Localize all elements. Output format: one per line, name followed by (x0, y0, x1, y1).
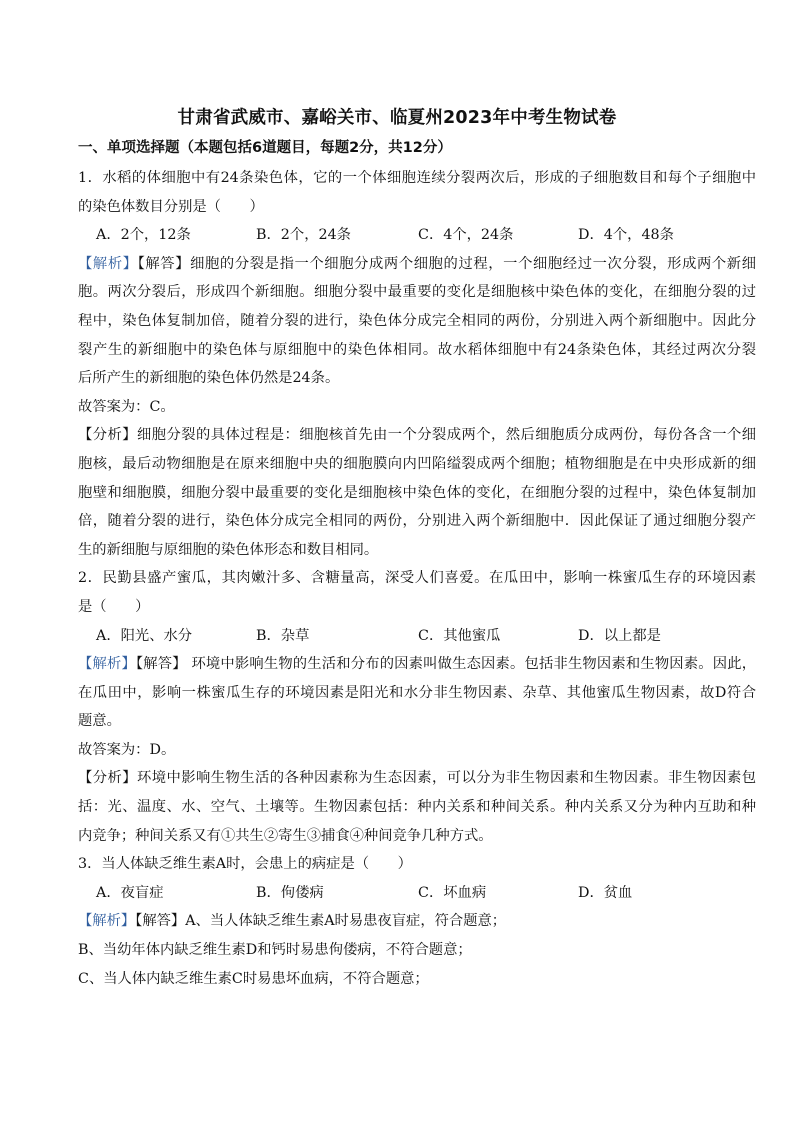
q2-options (78, 622, 756, 651)
q3-option-b: B．佝偻病 (256, 884, 324, 901)
q2-solution-line-1: 【解析】【解答】 环境中影响生物的生活和分布的因素叫做生态因素。包括非生物因素和生物因素。因此， (78, 656, 757, 673)
q1-solution-line-1: 【解析】【解答】细胞的分裂是指一个细胞分成两个细胞的过程，一个细胞经过一次分裂，形成两个新细 (78, 255, 756, 272)
q3-option-a: A．夜盲症 (96, 884, 164, 901)
q2-analysis-line-3: 内竞争；种间关系又有①共生②寄生③捕食④种间竞争几种方式。 (78, 827, 493, 844)
q3-stem-line-1: 3．当人体缺乏维生素A时，会患上的病症是（ ） (78, 856, 412, 873)
q2-answer: 故答案为：D。 (78, 741, 176, 758)
q3-solution-line-3: C、当人体内缺乏维生素C时易患坏血病，不符合题意； (78, 970, 429, 987)
q2-solution-line-3: 题意。 (78, 713, 121, 730)
q1-analysis-line-3: 胞壁和细胞膜，细胞分裂中最重要的变化是细胞核中染色体的变化，在细胞分裂的过程中，染色体复制加 (78, 484, 756, 501)
page-title: 甘肃省武威市、嘉峪关市、临夏州2023年中考生物试卷 (177, 108, 617, 128)
q2-analysis-line-2: 括：光、温度、水、空气、土壤等。生物因素包括：种内关系和种间关系。种内关系又分为种内互助和种 (78, 799, 756, 816)
q3-solution-line-2: B、当幼年体内缺乏维生素D和钙时易患佝偻病，不符合题意； (78, 942, 472, 959)
q2-option-b: B．杂草 (256, 627, 310, 644)
q1-analysis-line-5: 生的新细胞与原细胞的染色体形态和数目相同。 (78, 541, 379, 558)
q1-solution-line-2: 胞。两次分裂后，形成四个新细胞。细胞分裂中最重要的变化是细胞核中染色体的变化，在细胞分裂的过 (78, 284, 756, 301)
q2-analysis-tag: 【解析】 (78, 656, 136, 673)
q1-stem-line-1: 1．水稻的体细胞中有24条染色体，它的一个体细胞连续分裂两次后，形成的子细胞数目和每个子细胞中 (78, 170, 756, 186)
q1-options (78, 221, 756, 250)
q1-answer: 故答案为：C。 (78, 398, 175, 415)
q3-options (78, 879, 756, 908)
q2-option-a: A．阳光、水分 (96, 627, 193, 644)
q2-option-d: D．以上都是 (578, 627, 661, 644)
q1-analysis-line-4: 倍，随着分裂的进行，染色体分成完全相同的两份，分别进入两个新细胞中．因此保证了通过细胞分裂产 (78, 513, 756, 530)
q3-solution-line-1: 【解析】【解答】A、当人体缺乏维生素A时易患夜盲症，符合题意； (78, 913, 507, 930)
q1-analysis-line-2: 胞核，最后动物细胞是在原来细胞中央的细胞膜向内凹陷缢裂成两个细胞；植物细胞是在中央形成新的细 (78, 455, 756, 472)
q3-option-d: D．贫血 (578, 884, 633, 901)
q2-stem-line-2: 是（ ） (78, 598, 150, 615)
q2-solution-line-2: 在瓜田中，影响一株蜜瓜生存的环境因素是阳光和水分非生物因素、杂草、其他蜜瓜生物因素，故D符合 (78, 684, 756, 701)
q1-solution-line-5: 后所产生的新细胞的染色体仍然是24条。 (78, 370, 340, 387)
q2-stem-line-1: 2．民勤县盛产蜜瓜，其肉嫩汁多、含糖量高，深受人们喜爱。在瓜田中，影响一株蜜瓜生存的环境因素 (78, 570, 756, 587)
q1-solution-line-3: 程中，染色体复制加倍，随着分裂的进行，染色体分成完全相同的两份，分别进入两个新细胞中。因此分 (78, 312, 756, 329)
q1-option-c: C．4个，24条 (418, 227, 514, 244)
q1-analysis-line-1: 【分析】细胞分裂的具体过程是：细胞核首先由一个分裂成两个，然后细胞质分成两份，每份各含一个细 (78, 427, 756, 444)
q1-option-a: A．2个，12条 (96, 227, 191, 244)
q3-analysis-tag: 【解析】 (78, 913, 136, 930)
q1-analysis-tag: 【解析】 (78, 255, 138, 272)
q1-option-b: B．2个，24条 (256, 227, 351, 244)
questions-content (78, 164, 756, 993)
q2-option-c: C．其他蜜瓜 (418, 627, 501, 644)
section-heading: 一、单项选择题（本题包括6道题目，每题2分，共12分） (78, 140, 452, 156)
q1-stem-line-2: 的染色体数目分别是（ ） (78, 198, 264, 215)
q1-solution-line-4: 裂产生的新细胞中的染色体与原细胞中的染色体相同。故水稻体细胞中有24条染色体，其经过两次分裂 (78, 341, 756, 358)
q3-option-c: C．坏血病 (418, 884, 487, 901)
q2-analysis-line-1: 【分析】环境中影响生物生活的各种因素称为生态因素，可以分为非生物因素和生物因素。非生物因素包 (78, 770, 756, 787)
q1-option-d: D．4个，48条 (578, 227, 674, 244)
